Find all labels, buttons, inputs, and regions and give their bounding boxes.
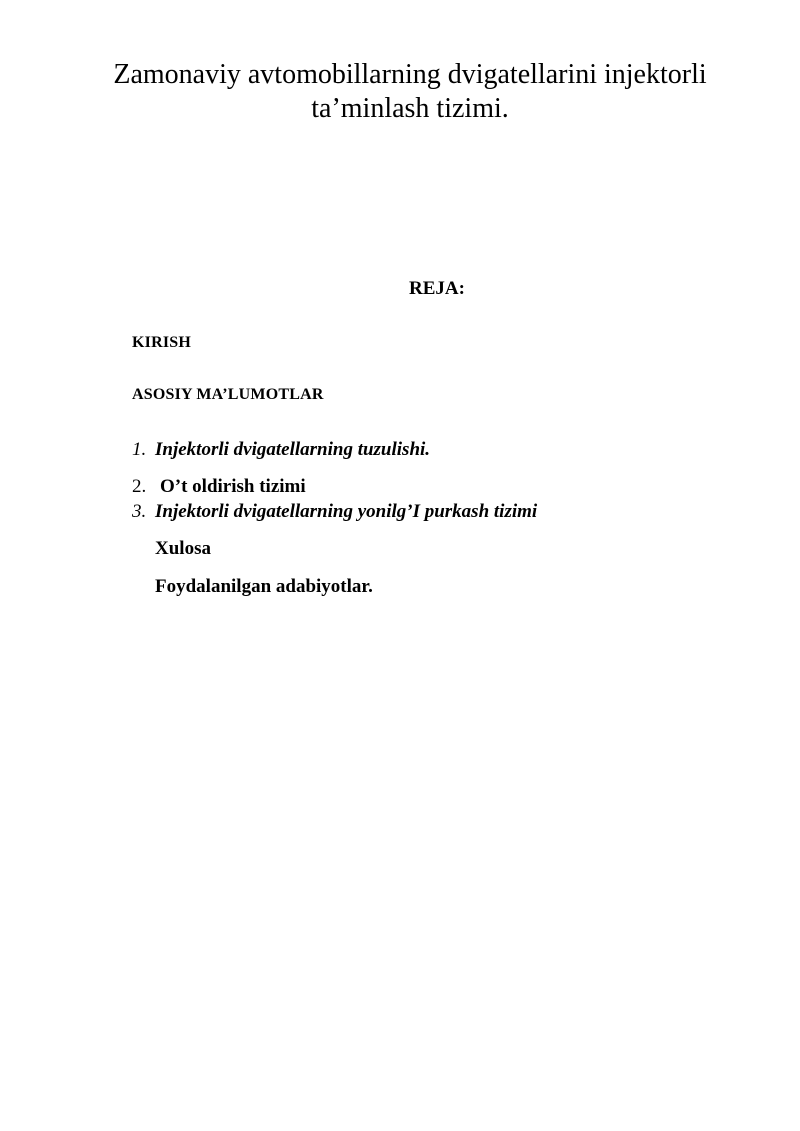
title-line-2: ta’minlash tizimi.	[311, 93, 509, 124]
toc-item-text: Injektorli dvigatellarning tuzulishi.	[155, 439, 431, 460]
title-line-1: Zamonaviy avtomobillarning dvigatellarini injektorli	[113, 59, 707, 90]
conclusion-label: Xulosa	[155, 538, 211, 559]
plan-heading: REJA:	[409, 278, 465, 299]
intro-label: KIRISH	[132, 334, 191, 351]
toc-item-text: O’t oldirish tizimi	[160, 476, 306, 497]
toc-item-1	[132, 439, 430, 461]
toc-item-3	[132, 501, 537, 523]
references-label: Foydalanilgan adabiyotlar.	[155, 576, 373, 597]
document-title	[60, 58, 760, 126]
toc-item-number: 3.	[132, 501, 147, 522]
toc-item-number: 2.	[132, 476, 147, 497]
toc-item-number: 1.	[132, 439, 147, 460]
toc-item-text: Injektorli dvigatellarning yonilg’I purkash tizimi	[155, 501, 538, 522]
main-info-label: ASOSIY MA’LUMOTLAR	[132, 386, 324, 403]
toc-item-2	[132, 476, 306, 498]
